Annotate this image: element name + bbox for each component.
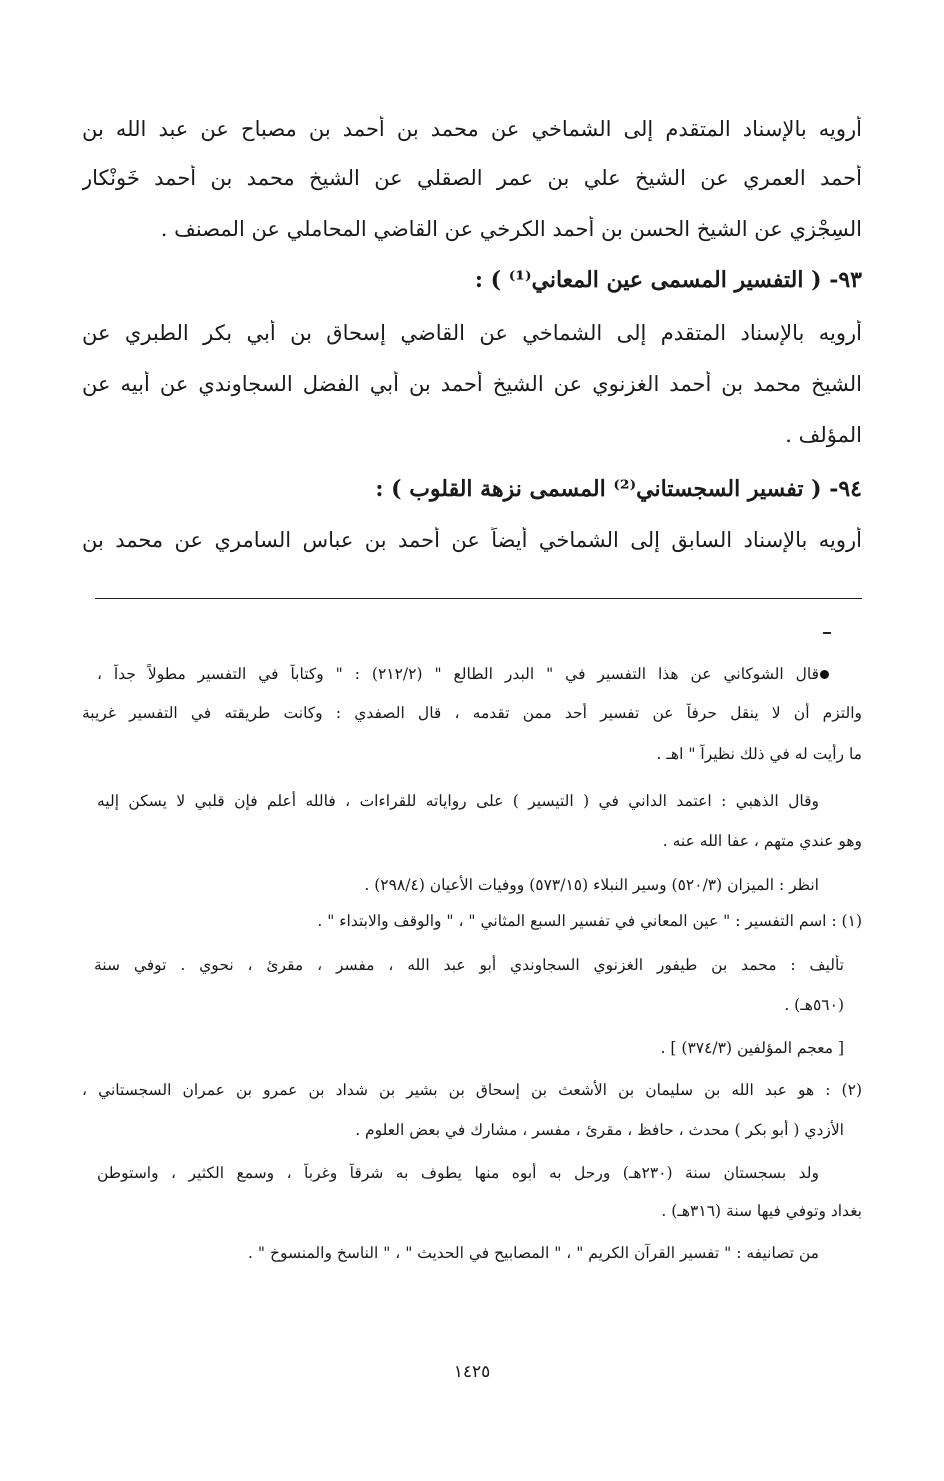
footnote-2-line-1: (٢) : هو عبد الله بن سليمان بن الأشعث بن إسحاق بن بشير بن شداد بن عمرو بن عمران السجستاني ، (82, 1081, 862, 1099)
footnote-2-line-3: ولد بسجستان سنة (٢٣٠هـ) ورحل به أبوه منها يطوف به شرقاً وغرباً ، وسمع الكثير ، واستوطن (97, 1164, 819, 1182)
footnote-bullet-line-2: والتزم أن لا ينقل حرفاً عن تفسير أحد ممن تقدمه ، قال الصفدي : وكانت طريقته في التفسير غريبة (82, 704, 862, 722)
body-line-5: الشيخ محمد بن أحمد الغزنوي عن الشيخ أحمد بن أبي الفضل السجاوندي عن أبيه عن (82, 372, 862, 396)
body-line-2: أحمد العمري عن الشيخ علي بن عمر الصقلي عن الشيخ محمد بن أحمد خَونْكار (82, 166, 862, 190)
footnote-1-line-1: (١) : اسم التفسير : " عين المعاني في تفسير السبع المثاني " ، " والوقف والابتداء " . (317, 912, 862, 930)
footnote-divider (95, 598, 862, 599)
heading-93: ٩٣- ( التفسير المسمى عين المعاني⁽¹⁾ ) : (474, 267, 862, 293)
footnote-bullet-line-5: وهو عندي متهم ، عفا الله عنه . (662, 832, 862, 850)
footnote-1-line-3: (٥٦٠هـ) . (784, 996, 844, 1014)
heading-94: ٩٤- ( تفسير السجستاني⁽²⁾ المسمى نزهة القلوب ) : (375, 476, 862, 502)
footnote-bullet-line-3: ما رأيت له في ذلك نظيراً " اهـ . (656, 745, 862, 763)
body-line-6: المؤلف . (785, 423, 862, 447)
footnote-2-line-4: بغداد وتوفي فيها سنة (٣١٦هـ) . (661, 1202, 862, 1220)
bullet-icon (820, 670, 829, 679)
footnote-2-line-2: الأزدي ( أبو بكر ) محدث ، حافظ ، مقرئ ، مفسر ، مشارك في بعض العلوم . (355, 1121, 844, 1139)
footnote-bullet-line-1: قال الشوكاني عن هذا التفسير في " البدر الطالع " (٢١٢/٢) : " وكتاباً في التفسير مطولاً جداً ، (97, 665, 819, 683)
footnote-1-line-4: [ معجم المؤلفين (٣٧٤/٣) ] . (660, 1039, 844, 1057)
footnote-bullet-line-4: وقال الذهبي : اعتمد الداني في ( التيسير ) على رواياته للقراءات ، فالله أعلم فإن قلبي لا يسكن إليه (97, 792, 819, 810)
footnote-bullet-line-6: انظر : الميزان (٥٢٠/٣) وسير النبلاء (٥٧٣/١٥) ووفيات الأعيان (٢٩٨/٤) . (364, 876, 819, 894)
body-line-4: أرويه بالإسناد المتقدم إلى الشماخي عن القاضي إسحاق بن أبي بكر الطبري عن (82, 321, 862, 345)
body-line-3: السِجْزي عن الشيخ الحسن بن أحمد الكرخي عن القاضي المحاملي عن المصنف . (160, 217, 862, 241)
body-line-1: أرويه بالإسناد المتقدم إلى الشماخي عن محمد بن أحمد بن مصباح عن عبد الله بن (82, 117, 862, 141)
body-line-7: أرويه بالإسناد السابق إلى الشماخي أيضاً عن أحمد بن عباس السامري عن محمد بن (82, 528, 862, 552)
footnote-1-line-2: تأليف : محمد بن طيفور الغزنوي السجاوندي أبو عبد الله ، مفسر ، مقرئ ، نحوي . توفي سنة (94, 956, 844, 974)
footnote-2-line-5: من تصانيفه : " تفسير القرآن الكريم " ، " المصابيح في الحديث " ، " الناسخ والمنسوخ " . (248, 1244, 819, 1262)
divider-mark (823, 632, 831, 634)
page-number: ١٤٢٥ (453, 1362, 491, 1382)
